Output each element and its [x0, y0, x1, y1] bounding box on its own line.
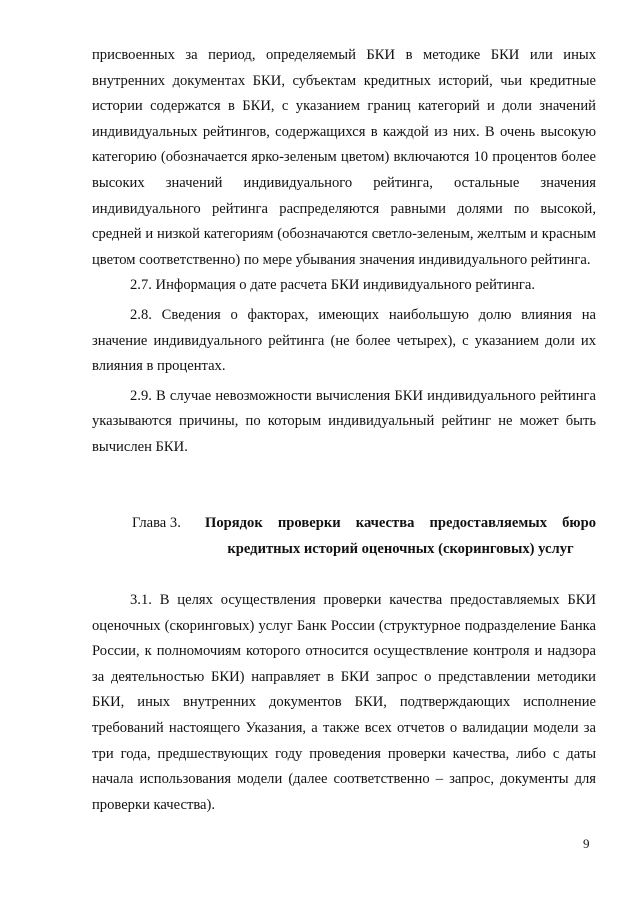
page-number: 9 [583, 836, 590, 851]
document-page [92, 43, 596, 813]
chapter-title: Порядок проверки качества предоставляемых бюро кредитных историй оценочных (скоринговых) услуг [205, 515, 596, 557]
chapter-3-body [92, 588, 596, 818]
paragraph-2-7: 2.7. Информация о дате расчета БКИ индивидуального рейтинга. [130, 277, 536, 294]
paragraph-3-1: 3.1. В целях осуществления проверки качества предоставляемых БКИ оценочных (скоринговых) услуг Банк России (структурное подразделение Банка России, к полномочиям которого относится осуществление контроля и надзора за деятельностью БКИ) направляет в БКИ запрос о представлении методики БКИ, иных внутренних документов БКИ, подтверждающих исполнение требований настоящего Указания, а также всех отчетов о валидации модели за три года, предшествующих году проведения проверки качества, либо с даты начала использования модели (далее соответственно – запрос, документы для проверки качества). [92, 592, 596, 813]
paragraph-2-8: 2.8. Сведения о факторах, имеющих наибольшую долю влияния на значение индивидуального рейтинга (не более четырех), с указанием доли их влияния в процентах. [92, 306, 596, 375]
paragraph-2-9: 2.9. В случае невозможности вычисления БКИ индивидуального рейтинга указываются причины, по которым индивидуальный рейтинг не может быть вычислен БКИ. [92, 387, 596, 455]
chapter-label: Глава 3. [132, 515, 181, 531]
paragraph-continued: присвоенных за период, определяемый БКИ в методике БКИ или иных внутренних документах БКИ, субъектам кредитных историй, чьи кредитные истории содержатся в БКИ, с указанием границ категорий и доли значений индивидуальных рейтингов, содержащихся в каждой из них. В очень высокую категорию (обозначается ярко-зеленым цветом) включаются 10 процентов более высоких значений индивидуального рейтинга, остальные значения индивидуального рейтинга распределяются равными долями по высокой, средней и низкой категориям (обозначаются светло-зеленым, желтым и красным цветом соответственно) по мере убывания значения индивидуального рейтинга. [92, 47, 596, 268]
